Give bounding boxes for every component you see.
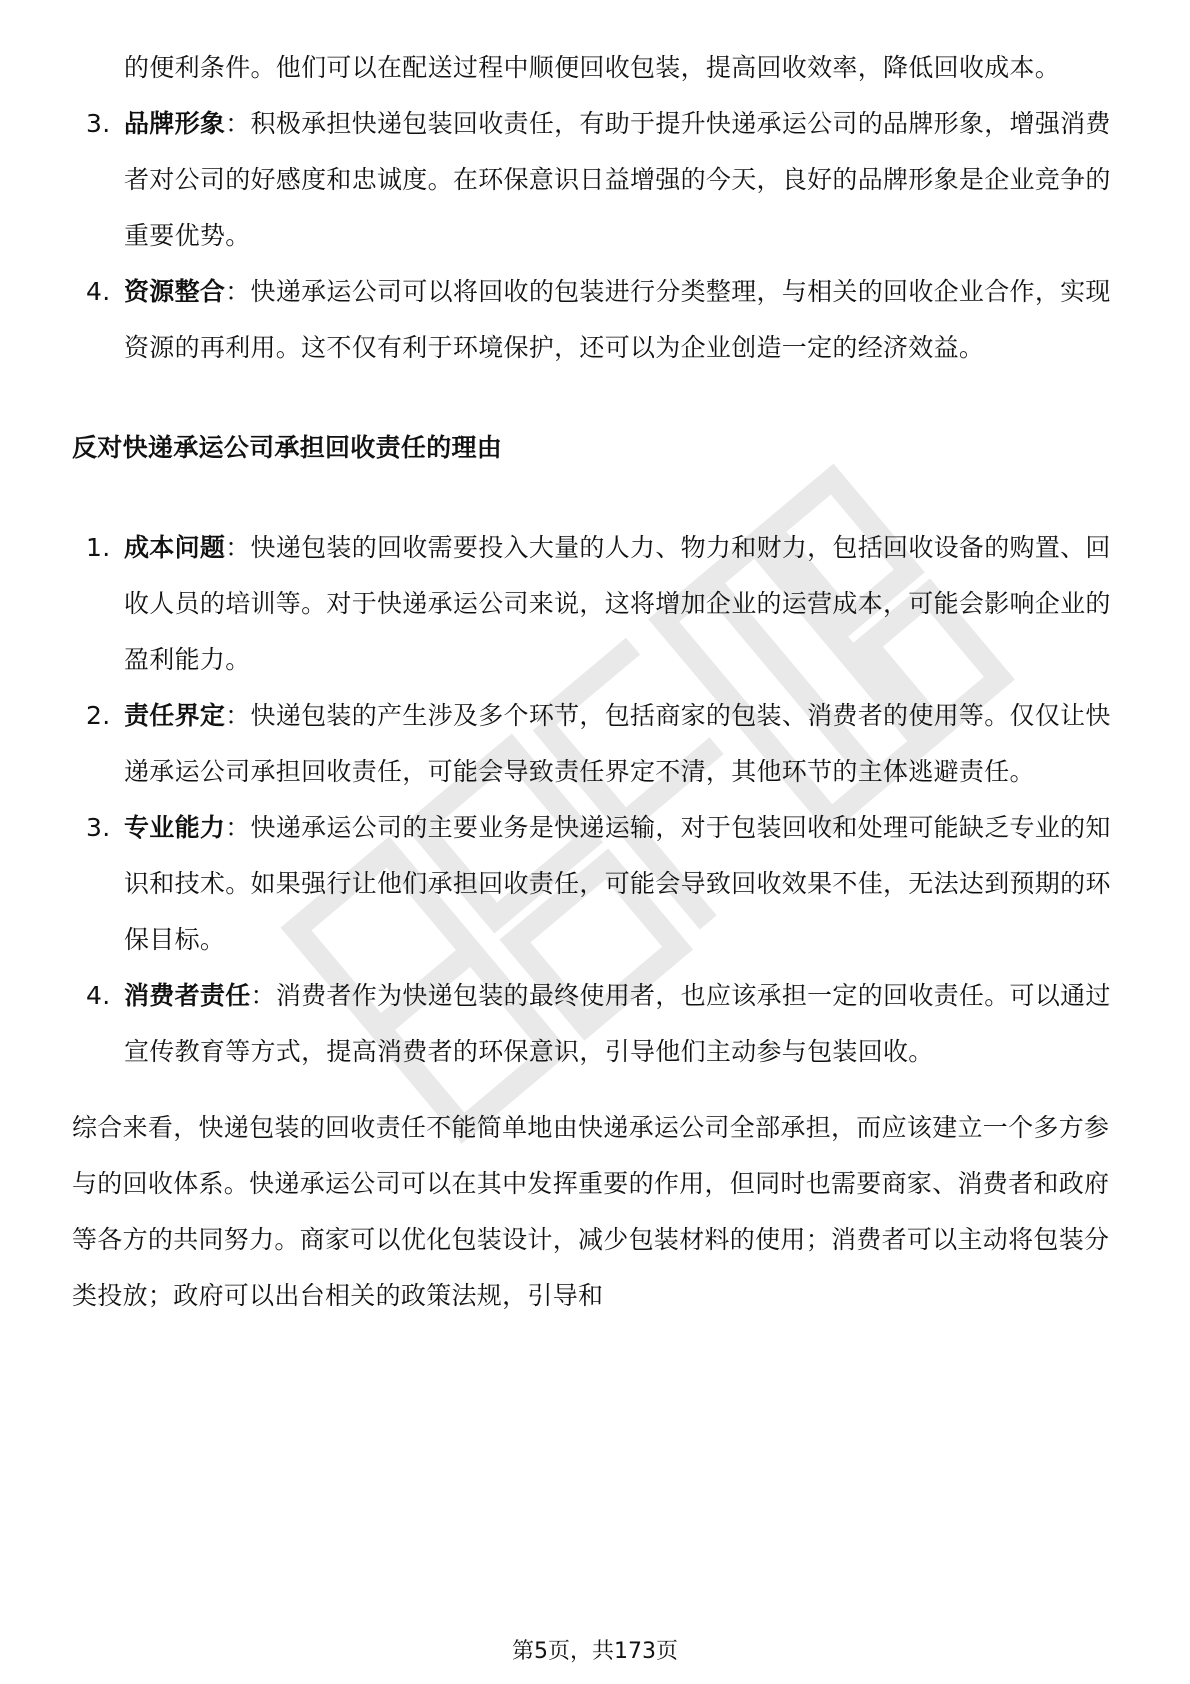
list-term: 责任界定: [124, 701, 226, 730]
list-colon: ：: [225, 813, 251, 842]
list-text: 快递包装的产生涉及多个环节，包括商家的包装、消费者的使用等。仅仅让快递承运公司承担回收责任，可能会导致责任界定不清，其他环节的主体逃避责任。: [124, 701, 1111, 786]
page-footer: 第5页，共173页: [512, 1639, 678, 1664]
list-item: [72, 800, 1122, 968]
list-term: 资源整合: [124, 277, 226, 306]
list-number: 3.: [86, 109, 111, 138]
list-term: 成本问题: [124, 533, 226, 562]
list-text: 快递承运公司的主要业务是快递运输，对于包装回收和处理可能缺乏专业的知识和技术。如果强行让他们承担回收责任，可能会导致回收效果不佳，无法达到预期的环保目标。: [124, 813, 1111, 954]
list-colon: ：: [225, 701, 251, 730]
list-colon: ：: [225, 533, 251, 562]
list-item: [72, 688, 1122, 800]
list-item: [72, 264, 1122, 376]
list-item: [72, 968, 1122, 1080]
list-text: 消费者作为快递包装的最终使用者，也应该承担一定的回收责任。可以通过宣传教育等方式，提高消费者的环保意识，引导他们主动参与包装回收。: [124, 981, 1111, 1066]
list-number: 1.: [86, 533, 111, 562]
list-text: 积极承担快递包装回收责任，有助于提升快递承运公司的品牌形象，增强消费者对公司的好感度和忠诚度。在环保意识日益增强的今天，良好的品牌形象是企业竞争的重要优势。: [124, 109, 1111, 250]
list-number: 4.: [86, 981, 111, 1010]
list-term: 专业能力: [124, 813, 226, 842]
list-colon: ：: [250, 981, 276, 1010]
list-item: [72, 96, 1122, 264]
list-item: [72, 520, 1122, 688]
list-number: 3.: [86, 813, 111, 842]
summary-paragraph: 综合来看，快递包装的回收责任不能简单地由快递承运公司全部承担，而应该建立一个多方参与的回收体系。快递承运公司可以在其中发挥重要的作用，但同时也需要商家、消费者和政府等各方的共同努力。商家可以优化包装设计，减少包装材料的使用；消费者可以主动将包装分类投放；政府可以出台相关的政策法规，引导和: [72, 1113, 1110, 1310]
list-text: 快递承运公司可以将回收的包装进行分类整理，与相关的回收企业合作，实现资源的再利用。这不仅有利于环境保护，还可以为企业创造一定的经济效益。: [124, 277, 1111, 362]
list-term: 品牌形象: [124, 109, 226, 138]
list-text: 快递包装的回收需要投入大量的人力、物力和财力，包括回收设备的购置、回收人员的培训等。对于快递承运公司来说，这将增加企业的运营成本，可能会影响企业的盈利能力。: [124, 533, 1111, 674]
section-heading: 反对快递承运公司承担回收责任的理由: [72, 433, 503, 462]
pro-reasons-list: [72, 96, 1122, 376]
list-term: 消费者责任: [124, 981, 251, 1010]
document-body: [72, 40, 1122, 1324]
list-colon: ：: [225, 109, 251, 138]
list-number: 4.: [86, 277, 111, 306]
list-colon: ：: [225, 277, 251, 306]
against-reasons-list: [72, 520, 1122, 1080]
continued-paragraph: 的便利条件。他们可以在配送过程中顺便回收包装，提高回收效率，降低回收成本。: [124, 53, 1061, 82]
list-number: 2.: [86, 701, 111, 730]
